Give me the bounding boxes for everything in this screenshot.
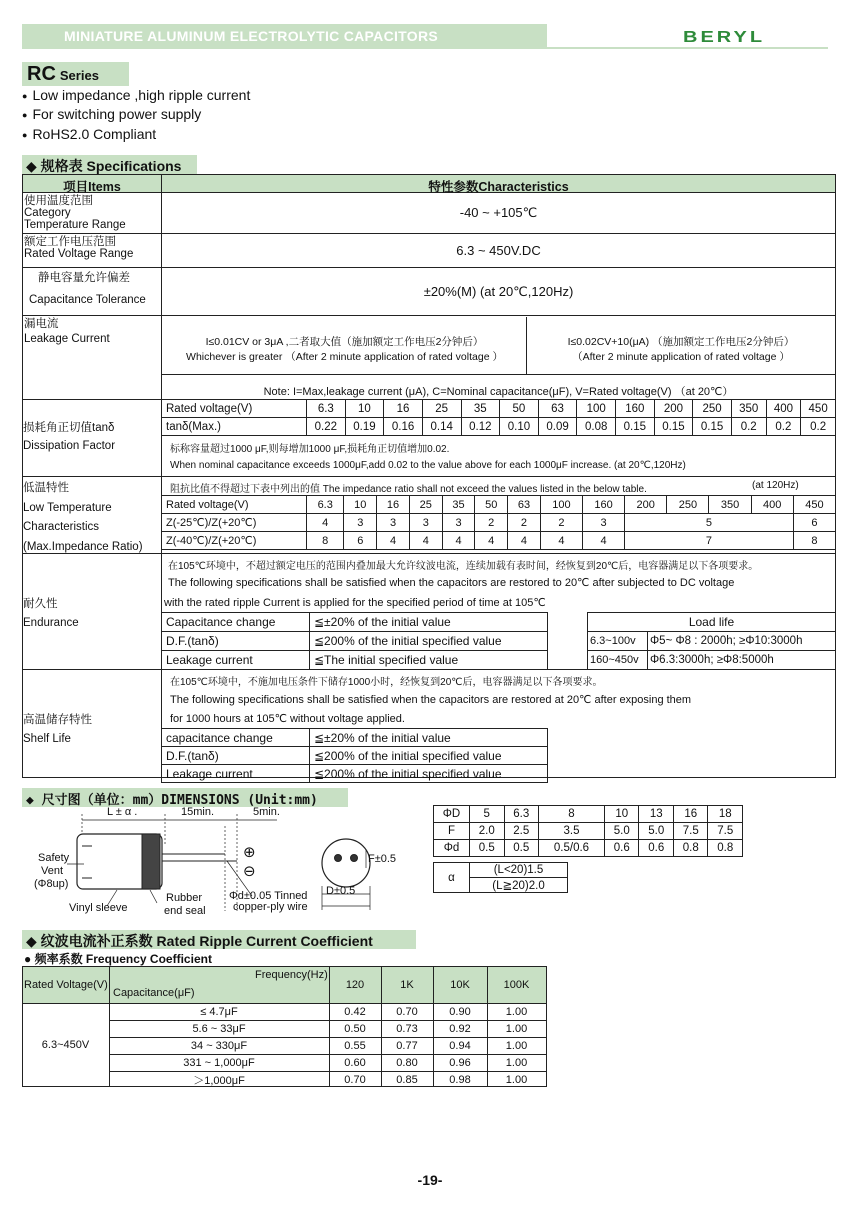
df-table — [161, 399, 836, 436]
dim-label-L: L ± α . — [107, 806, 138, 818]
ripple-subheading: ● 频率系数 Frequency Coefficient — [24, 952, 212, 966]
ripple-row: 331 ~ 1,000μF 0.60 0.80 0.96 1.00 — [183, 1056, 528, 1069]
dim-label-safety: Safety — [38, 852, 70, 864]
col-items: 项目Items — [23, 175, 162, 193]
leakage-b-line2: （After 2 minute application of rated voltage ） — [572, 351, 790, 363]
ripple-freq-120: 120 — [345, 979, 365, 991]
load-life-table: Load life 6.3~100v Φ5~ Φ8 : 2000h; ≥Φ10:3000h 160~450v Φ6.3:3000h; ≥Φ8:5000h — [587, 612, 836, 670]
lowtemp-note-freq: (at 120Hz) — [752, 480, 799, 491]
leakage-label: 漏电流 Leakage Current — [24, 318, 110, 345]
dim-label-D: D±0.5 — [326, 885, 356, 897]
alpha-table: α (L<20)1.5 (L≧20)2.0 — [433, 862, 568, 893]
brand-logo: BERYL — [683, 28, 766, 46]
ripple-h-cap: Capacitance(μF) — [113, 987, 195, 999]
ripple-h-freq: Frequency(Hz) — [255, 969, 328, 981]
dim-label-rubber: Rubber — [166, 892, 203, 904]
endurance-text-en1: The following specifications shall be satisfied when the capacitors are restored to 20℃ after subjected to DC voltage — [168, 577, 735, 589]
lowtemp-z40-row: Z(-40℃)/Z(+20℃) 8 6 4 4 4 4 4 4 4 7 8 — [162, 532, 836, 550]
tolerance-value: ±20%(M) (at 20℃,120Hz) — [423, 284, 574, 299]
specifications-heading: ◆ 规格表 Specifications — [22, 155, 197, 174]
dim-label-wire: copper-ply wire — [233, 901, 308, 913]
ripple-row: 34 ~ 330μF 0.55 0.77 0.94 1.00 — [190, 1039, 528, 1052]
lowtemp-z25-row: Z(-25℃)/Z(+20℃) 4 3 3 3 3 2 2 2 3 5 6 — [162, 514, 836, 532]
endurance-table: Capacitance change ≦±20% of the initial value D.F.(tanδ) ≦200% of the initial specified value Leakage current ≦The initial specified value — [161, 612, 548, 670]
shelf-text-en2: for 1000 hours at 105℃ without voltage applied. — [170, 713, 405, 725]
dim-row-F: F 2.0 2.5 3.5 5.0 5.0 7.5 7.5 — [434, 823, 743, 840]
series-label: Series — [59, 68, 99, 83]
series-code: RC — [27, 63, 56, 85]
leakage-a-line2: Whichever is greater （After 2 minute application of rated voltage ） — [186, 351, 503, 363]
ripple-h-volt: Rated Voltage(V) — [24, 979, 108, 991]
df-voltage-row: Rated voltage(V) 6.3 10 16 25 35 50 63 100 160 200 250 350 400 450 — [162, 400, 836, 418]
shelf-table: capacitance change ≦±20% of the initial value D.F.(tanδ) ≦200% of the initial specified value Leakage current ≦200% of the initial specified value — [161, 728, 548, 783]
dim-label-seal: end seal — [164, 905, 206, 917]
ripple-freq-100k: 100K — [503, 979, 530, 991]
shelf-label: 高温储存特性 Shelf Life — [23, 714, 92, 745]
ripple-freq-10k: 10K — [450, 979, 470, 991]
dim-label-15min: 15min. — [181, 806, 215, 818]
leakage-note: Note: I=Max,leakage current (μA), C=Nominal capacitance(μF), V=Rated voltage(V) （at 20℃） — [263, 386, 734, 398]
ripple-values — [109, 1003, 546, 1088]
dim-row-D: ΦD 5 6.3 8 10 13 16 18 — [434, 806, 743, 823]
voltage-value: 6.3 ~ 450V.DC — [456, 243, 541, 258]
plus-icon: ⊕ — [243, 844, 256, 861]
shelf-text-cn: 在105℃环境中，不施加电压条件下储存1000小时，经恢复到20℃后，电容器满足以下各项要求。 — [170, 677, 603, 688]
dimensions-heading: ◆ 尺寸图（单位：mm）DIMENSIONS (Unit:mm) — [22, 788, 348, 807]
dim-label-lead: Φd±0.05 Tinned — [229, 890, 308, 902]
header-banner: MINIATURE ALUMINUM ELECTROLYTIC CAPACITORS — [22, 24, 547, 48]
lowtemp-note: 阻抗比值不得超过下表中列出的值 The impedance ratio shall not exceed the values listed in the below table. — [170, 484, 647, 495]
ripple-row: ＞1,000μF 0.70 0.85 0.98 1.00 — [193, 1073, 528, 1087]
ripple-voltage: 6.3~450V — [41, 1039, 90, 1051]
series-title — [22, 62, 129, 86]
ripple-row: ≤ 4.7μF 0.42 0.70 0.90 1.00 — [200, 1005, 528, 1018]
feature-item: ● Low impedance ,high ripple current — [22, 87, 251, 103]
header-rule — [22, 47, 828, 49]
tolerance-label-en: Capacitance Tolerance — [29, 294, 146, 306]
dimensions-table — [433, 805, 743, 857]
df-tan-row: tanδ(Max.) 0.22 0.19 0.16 0.14 0.12 0.10 0.09 0.08 0.15 0.15 0.15 0.2 0.2 0.2 — [162, 418, 836, 436]
tolerance-label-cn: 静电容量允许偏差 — [38, 272, 130, 284]
dim-label-F: F±0.5 — [368, 853, 397, 865]
feature-item: ● For switching power supply — [22, 106, 202, 122]
ripple-heading: ◆ 纹波电流补正系数 Rated Ripple Current Coefficient — [22, 930, 416, 949]
voltage-label: 额定工作电压范围 Rated Voltage Range — [24, 236, 134, 260]
df-label-cn: 损耗角正切值tanδ — [23, 422, 115, 434]
df-label-en: Dissipation Factor — [23, 440, 116, 452]
endurance-text-en2: with the rated ripple Current is applied for the specified period of time at 105℃ — [164, 597, 546, 609]
lowtemp-label: 低温特性 Low Temperature Characteristics (Max.Impedance Ratio) — [23, 482, 143, 553]
leakage-a-line1: I≤0.01CV or 3μA ,二者取大值（施加额定工作电压2分钟后） — [205, 336, 484, 348]
load-life-title: Load life — [588, 613, 836, 632]
dim-label-vinyl: Vinyl sleeve — [69, 902, 128, 914]
df-note-cn: 标称容量超过1000 μF,则每增加1000 μF,损耗角正切值增加0.02. — [170, 444, 450, 455]
dim-label-vent: Vent — [41, 865, 64, 877]
shelf-text-en1: The following specifications shall be satisfied when the capacitors are restored at 20℃ after exposing them — [170, 694, 692, 706]
feature-item: ● RoHS2.0 Compliant — [22, 126, 157, 142]
col-characteristics: 特性参数Characteristics — [428, 180, 569, 194]
ripple-freq-1k: 1K — [400, 979, 414, 991]
temp-label: 使用温度范围 Category Temperature Range — [24, 195, 126, 231]
dim-row-d: Φd 0.5 0.5 0.5/0.6 0.6 0.6 0.8 0.8 — [434, 840, 743, 857]
dim-label-phi8: (Φ8up) — [34, 878, 69, 890]
lowtemp-table — [161, 495, 836, 550]
minus-icon: ⊖ — [243, 863, 256, 880]
leakage-b-line1: I≤0.02CV+10(μA) （施加额定工作电压2分钟后） — [567, 336, 795, 348]
dim-label-5min: 5min. — [253, 806, 280, 818]
ripple-row: 5.6 ~ 33μF 0.50 0.73 0.92 1.00 — [192, 1022, 528, 1035]
lowtemp-voltage-row: Rated voltage(V) 6.3 10 16 25 35 50 63 100 160 200 250 350 400 450 — [162, 496, 836, 514]
endurance-text-cn: 在105℃环境中，不超过额定电压的范围内叠加最大允许纹波电流，连续加载有表时间，经恢复到20℃后，电容器满足以下各项要求。 — [168, 561, 759, 572]
endurance-label: 耐久性 Endurance — [23, 598, 79, 629]
df-note-en: When nominal capacitance exceeds 1000μF,add 0.02 to the value above for each 1000μF increase. (at 20℃,120Hz) — [170, 460, 686, 471]
temp-value: -40 ~ +105℃ — [459, 205, 538, 220]
page-number: -19- — [417, 1172, 443, 1188]
